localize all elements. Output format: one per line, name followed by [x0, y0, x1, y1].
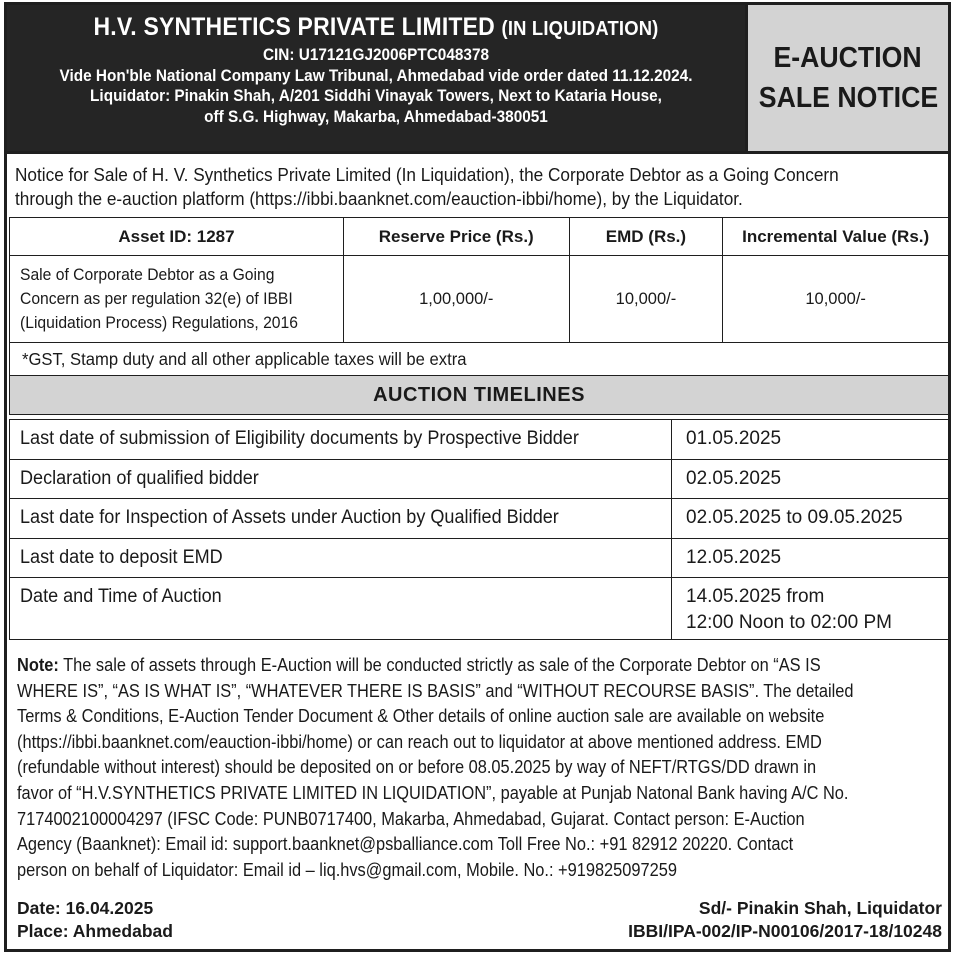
timeline-label [10, 538, 672, 578]
timeline-row [10, 420, 949, 460]
timeline-label-text: Last date for Inspection of Assets under Auction by Qualified Bidder [20, 507, 559, 529]
timeline-date: 02.05.2025 [672, 459, 949, 499]
registration-number: IBBI/IPA-002/IP-N00106/2017-18/10248 [628, 921, 942, 941]
note-line: (https://ibbi.baanknet.com/eauction-ibbi/home) or can reach out to liquidator at above mentioned address. EMD [17, 731, 822, 752]
auction-notice [4, 2, 951, 952]
emd-header: EMD (Rs.) [569, 218, 723, 256]
tax-note [10, 343, 949, 376]
asset-table-header [10, 218, 949, 256]
timeline-label-text: Last date to deposit EMD [20, 546, 223, 568]
notice-header [7, 5, 948, 154]
note-line: favor of “H.V.SYNTHETICS PRIVATE LIMITED IN LIQUIDATION”, payable at Punjab Natonal Bank having A/C No. [17, 782, 849, 803]
notice-title-line-1: E-AUCTION [773, 42, 923, 74]
timeline-date: 02.05.2025 to 09.05.2025 [672, 499, 949, 539]
notice-place: Place: Ahmedabad [17, 921, 173, 941]
note-line: 7174002100004297 (IFSC Code: PUNB0717400, Makarba, Ahmedabad, Gujarat. Contact person: E-Auction [17, 808, 805, 829]
intro-paragraph [15, 163, 943, 211]
timelines-heading-row [10, 376, 949, 415]
tax-note-text: *GST, Stamp duty and all other applicable taxes will be extra [22, 349, 467, 369]
company-header [7, 5, 745, 151]
asset-id-header: Asset ID: 1287 [10, 218, 344, 256]
timeline-table [9, 419, 949, 640]
tax-note-row [10, 343, 949, 376]
cin-line: CIN: U17121GJ2006PTC048378 [262, 46, 490, 64]
timeline-label [10, 499, 672, 539]
intro-line: through the e-auction platform (https://ibbi.baanknet.com/eauction-ibbi/home), by the Liquidator. [15, 188, 743, 209]
note-paragraph [17, 653, 945, 883]
footer-left [17, 897, 173, 943]
notice-title-box [745, 5, 948, 151]
reserve-price-value: 1,00,000/- [343, 256, 569, 343]
timeline-row [10, 499, 949, 539]
note-line: WHERE IS”, “AS IS WHAT IS”, “WHATEVER THERE IS BASIS” and “WITHOUT RECOURSE BASIS”. The detailed [17, 680, 854, 701]
timeline-row [10, 538, 949, 578]
note-line: person on behalf of Liquidator: Email id – liq.hvs@gmail.com, Mobile. No.: +919825097259 [17, 859, 677, 880]
incremental-value: 10,000/- [723, 256, 949, 343]
timeline-label [10, 578, 672, 640]
note-text: The sale of assets through E-Auction will be conducted strictly as sale of the Corporate Debtor on “AS IS [58, 655, 821, 675]
auction-time: 12:00 Noon to 02:00 PM [686, 612, 892, 633]
timeline-label [10, 420, 672, 460]
note-line: Terms & Conditions, E-Auction Tender Document & Other details of online auction sale are available on website [17, 706, 825, 727]
timeline-date [672, 578, 949, 640]
timelines-heading: AUCTION TIMELINES [10, 376, 949, 415]
tribunal-order-line: Vide Hon'ble National Company Law Tribunal, Ahmedabad vide order dated 11.12.2024. [59, 66, 693, 85]
timeline-label-text: Date and Time of Auction [20, 586, 222, 607]
liquidator-address-line-1: Liquidator: Pinakin Shah, A/201 Siddhi Vinayak Towers, Next to Kataria House, [90, 87, 662, 105]
timeline-row [10, 578, 949, 640]
note-line [17, 653, 861, 679]
signatory: Sd/- Pinakin Shah, Liquidator [698, 898, 942, 918]
timeline-label-text: Declaration of qualified bidder [20, 467, 259, 489]
timeline-label-text: Last date of submission of Eligibility documents by Prospective Bidder [20, 428, 579, 450]
timeline-date: 01.05.2025 [672, 420, 949, 460]
timeline-row [10, 459, 949, 499]
asset-desc-line: Concern as per regulation 32(e) of IBBI [20, 290, 293, 308]
asset-desc-line: Sale of Corporate Debtor as a Going [20, 266, 275, 284]
incremental-value-header: Incremental Value (Rs.) [723, 218, 949, 256]
note-label: Note: [17, 655, 59, 675]
notice-title-line-2: SALE NOTICE [758, 82, 938, 114]
asset-row [10, 256, 949, 343]
company-name [37, 11, 716, 45]
timeline-date: 12.05.2025 [672, 538, 949, 578]
company-name-text: H.V. SYNTHETICS PRIVATE LIMITED [93, 13, 495, 41]
reserve-price-header: Reserve Price (Rs.) [343, 218, 569, 256]
auction-date: 14.05.2025 from [686, 586, 825, 607]
note-line: Agency (Baanknet): Email id: support.baanknet@psballiance.com Toll Free No.: +91 82912 20220. Contact [17, 834, 794, 855]
timeline-label [10, 459, 672, 499]
footer-right [628, 897, 942, 943]
liquidator-address-line-2: off S.G. Highway, Makarba, Ahmedabad-380051 [204, 107, 548, 126]
emd-value: 10,000/- [569, 256, 723, 343]
asset-desc-line: (Liquidation Process) Regulations, 2016 [20, 314, 298, 332]
liquidation-suffix: (IN LIQUIDATION) [501, 18, 659, 40]
notice-date: Date: 16.04.2025 [17, 898, 154, 918]
note-line: (refundable without interest) should be deposited on or before 08.05.2025 by way of NEFT/RTGS/DD drawn in [17, 757, 817, 778]
asset-description [10, 256, 344, 343]
intro-line: Notice for Sale of H. V. Synthetics Private Limited (In Liquidation), the Corporate Debtor as a Going Concern [15, 164, 839, 185]
asset-table [9, 217, 949, 415]
